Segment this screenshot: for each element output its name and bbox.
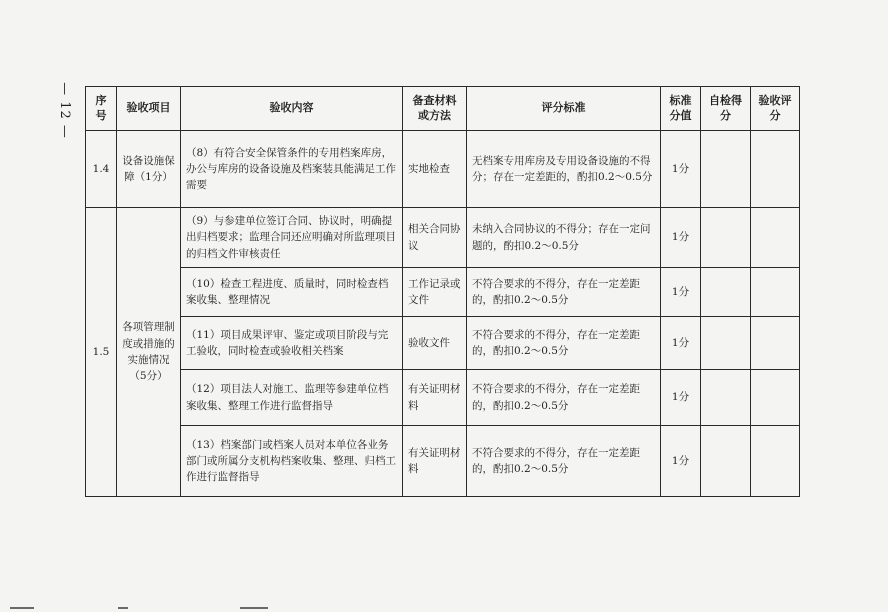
table-row bbox=[86, 131, 800, 208]
row-acceptance bbox=[751, 268, 800, 317]
row-material: 相关合同协议 bbox=[403, 208, 467, 268]
table-row bbox=[86, 268, 800, 317]
row-material: 实地检查 bbox=[403, 131, 467, 208]
row-material: 验收文件 bbox=[403, 317, 467, 370]
row-acceptance bbox=[751, 208, 800, 268]
row-content: （12）项目法人对施工、监理等参建单位档案收集、整理工作进行监督指导 bbox=[181, 370, 403, 426]
row-self-check bbox=[701, 426, 751, 497]
row-criteria: 不符合要求的不得分，存在一定差距的，酌扣0.2～0.5分 bbox=[467, 426, 661, 497]
header-acceptance-score: 验收评分 bbox=[751, 87, 800, 131]
header-content: 验收内容 bbox=[181, 87, 403, 131]
row-self-check bbox=[701, 317, 751, 370]
table-row bbox=[86, 426, 800, 497]
row-criteria: 无档案专用库房及专用设备设施的不得分；存在一定差距的，酌扣0.2～0.5分 bbox=[467, 131, 661, 208]
table-row bbox=[86, 370, 800, 426]
acceptance-table bbox=[85, 86, 800, 497]
group-item: 设备设施保障（1分） bbox=[117, 131, 181, 208]
row-self-check bbox=[701, 268, 751, 317]
row-content: （9）与参建单位签订合同、协议时，明确提出归档要求；监理合同还应明确对所监理项目的归档文件审核责任 bbox=[181, 208, 403, 268]
header-standard-score: 标准分值 bbox=[661, 87, 701, 131]
group-id: 1.5 bbox=[86, 208, 117, 497]
header-row bbox=[86, 87, 800, 131]
table-row bbox=[86, 317, 800, 370]
header-item: 验收项目 bbox=[117, 87, 181, 131]
header-seq: 序号 bbox=[86, 87, 117, 131]
row-score: 1分 bbox=[661, 370, 701, 426]
row-criteria: 不符合要求的不得分，存在一定差距的，酌扣0.2～0.5分 bbox=[467, 317, 661, 370]
row-criteria: 不符合要求的不得分，存在一定差距的，酌扣0.2～0.5分 bbox=[467, 268, 661, 317]
row-acceptance bbox=[751, 131, 800, 208]
row-score: 1分 bbox=[661, 426, 701, 497]
header-material: 备查材料或方法 bbox=[403, 87, 467, 131]
row-material: 工作记录或文件 bbox=[403, 268, 467, 317]
row-acceptance bbox=[751, 317, 800, 370]
row-self-check bbox=[701, 131, 751, 208]
table-row bbox=[86, 208, 800, 268]
row-criteria: 未纳入合同协议的不得分；存在一定问题的，酌扣0.2～0.5分 bbox=[467, 208, 661, 268]
row-criteria: 不符合要求的不得分，存在一定差距的，酌扣0.2～0.5分 bbox=[467, 370, 661, 426]
header-criteria: 评分标准 bbox=[467, 87, 661, 131]
header-self-check-score: 自检得分 bbox=[701, 87, 751, 131]
row-acceptance bbox=[751, 426, 800, 497]
group-id: 1.4 bbox=[86, 131, 117, 208]
page-number: — 12 — bbox=[56, 81, 72, 139]
row-content: （8）有符合安全保管条件的专用档案库房，办公与库房的设备设施及档案装具能满足工作需要 bbox=[181, 131, 403, 208]
row-self-check bbox=[701, 208, 751, 268]
row-score: 1分 bbox=[661, 131, 701, 208]
row-content: （11）项目成果评审、鉴定或项目阶段与完工验收，同时检查或验收相关档案 bbox=[181, 317, 403, 370]
scan-edge-marks bbox=[0, 604, 888, 612]
row-content: （10）检查工程进度、质量时，同时检查档案收集、整理情况 bbox=[181, 268, 403, 317]
row-content: （13）档案部门或档案人员对本单位各业务部门或所属分支机构档案收集、整理、归档工作进行监督指导 bbox=[181, 426, 403, 497]
row-score: 1分 bbox=[661, 268, 701, 317]
group-item: 各项管理制度或措施的实施情况（5分） bbox=[117, 208, 181, 497]
row-score: 1分 bbox=[661, 208, 701, 268]
row-material: 有关证明材料 bbox=[403, 370, 467, 426]
row-self-check bbox=[701, 370, 751, 426]
row-material: 有关证明材料 bbox=[403, 426, 467, 497]
row-acceptance bbox=[751, 370, 800, 426]
row-score: 1分 bbox=[661, 317, 701, 370]
